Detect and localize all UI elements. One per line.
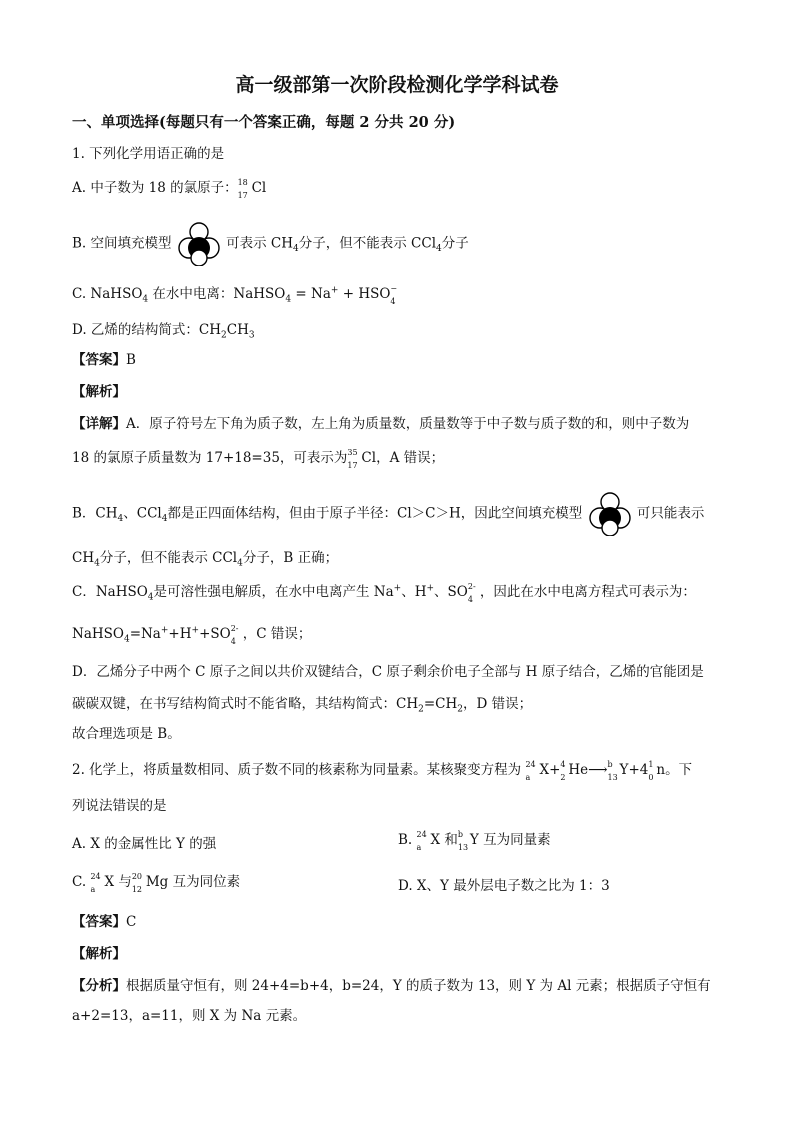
q1-stem: 1. 下列化学用语正确的是	[72, 146, 225, 162]
section-heading: 一、单项选择(每题只有一个答案正确，每题 2 分共 20 分)	[72, 114, 456, 131]
q2-fenxi-line1: 【分析】根据质量守恒有，则 24+4=b+4，b=24，Y 的质子数为 13，则 Y 为 Al 元素；根据质子守恒有	[72, 978, 711, 994]
q1-option-b: B. 空间填充模型 可表示 $CH_4$分子，但不能表示 CCl$_4$分子	[72, 222, 469, 266]
q1-detail-c-line2: NaHSO$_4$=Na++H++SO 2- 4 ，C 错误；	[72, 623, 312, 646]
q1-detail-c-line1: C．NaHSO$_4$是可溶性强电解质，在水中电离产生 Na+、H+、SO 2- 4 ，因此在水中电离方程式可表示为：	[72, 581, 696, 604]
q2-stem-line2: 列说法错误的是	[72, 798, 167, 814]
q2-option-d: D. X、Y 最外层电子数之比为 1：3	[398, 878, 610, 894]
q1-detail-a-line2: 18 的氯原子质量数为 17+18=35，可表示为 35 17 Cl，A 错误；	[72, 447, 445, 470]
q2-option-c: C. 24 a X 与 20 12 Mg 互为同位素	[72, 871, 241, 894]
q1-option-c: C. NaHSO$_4$ 在水中电离：NaHSO$_4$ = Na+ + HSO − 4	[72, 283, 398, 306]
q1-option-a: A. 中子数为 18 的氯原子： 18 17 Cl	[72, 177, 267, 200]
space-filling-model-icon	[587, 492, 633, 536]
q2-option-b: B. 24 a X 和 b 13 Y 互为同量素	[398, 829, 551, 852]
q1-detail-a-line1: 【详解】A．原子符号左下角为质子数，左上角为质量数，质量数等于中子数与质子数的和，则中子数为	[72, 416, 690, 432]
q2-stem-line1: 2. 化学上，将质量数相同、质子数不同的核素称为同量素。某核聚变方程为 24 a X+ 4 2 He⟶ b 13 Y+4 1 0 n。下	[72, 759, 693, 782]
page-title: 高一级部第一次阶段检测化学学科试卷	[235, 74, 559, 96]
q1-option-d: D. 乙烯的结构简式：$CH_2CH_3$	[72, 322, 255, 341]
q1-detail-b-line2: $CH_4$分子，但不能表示 CCl$_4$分子，B 正确；	[72, 550, 339, 569]
q1-analysis-label: 【解析】	[72, 384, 126, 400]
q1-conclusion: 故合理选项是 B。	[72, 726, 181, 742]
q1-answer: 【答案】B	[72, 352, 136, 368]
q2-fenxi-line2: a+2=13，a=11，则 X 为 Na 元素。	[72, 1008, 307, 1024]
q2-answer: 【答案】C	[72, 914, 137, 930]
q1-detail-d-line2: 碳碳双键，在书写结构简式时不能省略，其结构简式：$CH_2=CH_2$，D 错误；	[72, 696, 533, 715]
q2-analysis-label: 【解析】	[72, 946, 126, 962]
q1-detail-b-line1: B．$CH_4$、CCl$_4$都是正四面体结构，但由于原子半径：Cl＞C＞H，因此空间填充模型 可只能表示	[72, 492, 704, 536]
q1-detail-d-line1: D．乙烯分子中两个 C 原子之间以共价双键结合，C 原子剩余价电子全部与 H 原子结合，乙烯的官能团是	[72, 664, 704, 680]
space-filling-model-icon	[176, 222, 222, 266]
q2-option-a: A. X 的金属性比 Y 的强	[72, 836, 217, 852]
